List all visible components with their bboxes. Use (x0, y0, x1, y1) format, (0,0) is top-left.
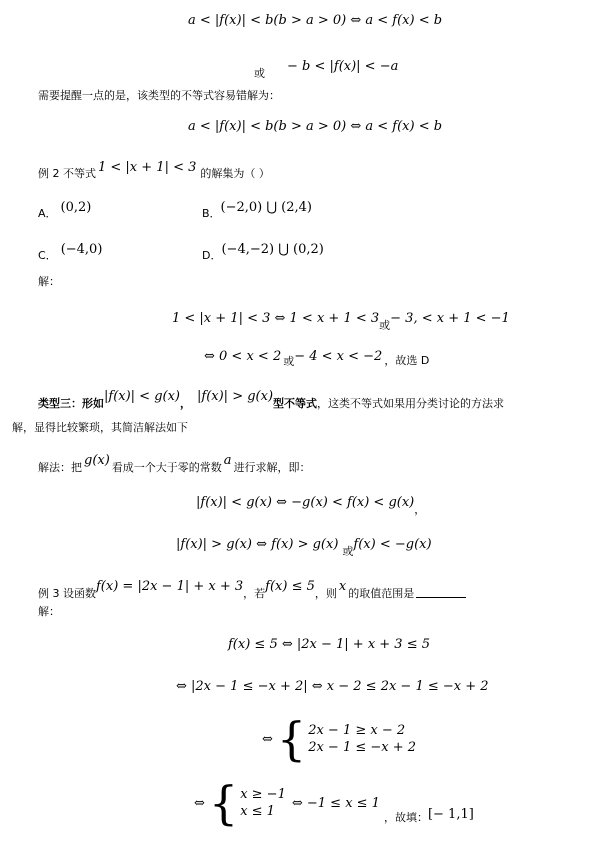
solution-3-system-2 (194, 776, 474, 830)
solution-label-3 (38, 606, 60, 617)
formula-text: a < |f(x)| < b(b > a > 0) ⇔ a < f(x) < b (188, 13, 443, 28)
formula-text: f(x) = |2x − 1| + x + 3 (96, 579, 244, 594)
solution-label-text: 解： (38, 605, 60, 618)
option-d (202, 238, 324, 261)
note-content: 需要提醒一点的是，该类型的不等式容易错解为： (38, 89, 280, 102)
paragraph-text: ，则 (314, 587, 337, 600)
option-b (202, 196, 312, 219)
example-2-question (38, 156, 270, 179)
separator: ， (414, 503, 426, 516)
example-label: 例 3 设函数 (38, 587, 96, 600)
paragraph-text: 解，显得比较繁琐，其简洁解法如下 (12, 421, 188, 434)
formula-text: 1 < |x + 1| < 3 (98, 160, 197, 175)
system-line: 2x − 1 ≤ −x + 2 (308, 740, 417, 755)
paragraph-text: 看成一个大于零的常数 (111, 461, 222, 474)
solution-label (38, 276, 60, 287)
paragraph-text: ，若 (243, 587, 266, 600)
example-3-question (38, 574, 466, 599)
or-word: 或 (283, 355, 295, 368)
formula-line-1 (188, 14, 442, 27)
note-text (38, 90, 280, 101)
brace-icon: { (208, 776, 239, 830)
system-lines (308, 724, 416, 754)
formula-text: f(x) < −g(x) (353, 537, 432, 552)
equivalence-symbol: ⇔ (262, 731, 273, 747)
option-c (38, 238, 102, 261)
formula-line-2 (254, 54, 398, 79)
option-value: (−4,−2) ⋃ (0,2) (221, 242, 324, 257)
formula-text: − 3, < x + 1 < −1 (390, 311, 510, 326)
answer-blank (416, 587, 466, 598)
solution-label-text: 解： (38, 275, 60, 288)
formula-text: a (223, 453, 232, 468)
formula-text: ⇔ |2x − 1 ≤ −x + 2| ⇔ x − 2 ≤ 2x − 1 ≤ −x + 2 (176, 679, 489, 694)
solution-3-line-1 (228, 638, 430, 651)
formula-text: − 4 < x < −2 (294, 349, 383, 364)
paragraph-text: ，这类不等式如果用分类讨论的方法求 (317, 397, 505, 410)
formula-text: − b < |f(x)| < −a (287, 59, 399, 74)
or-word: 或 (342, 545, 354, 558)
formula-line-4 (188, 120, 442, 133)
or-word: 或 (254, 67, 265, 80)
type3-heading (38, 384, 504, 409)
type3-title: 类型三：形如 (38, 397, 104, 410)
formula-text: f(x) ≤ 5 ⇔ |2x − 1| + x + 3 ≤ 5 (228, 637, 431, 652)
equivalence-symbol: ⇔ (194, 795, 205, 811)
method-formula-1 (196, 490, 425, 515)
answer-text: ，故选 D (384, 354, 430, 367)
formula-text: x (338, 579, 347, 594)
method-line (38, 448, 311, 473)
system-line: x ≥ −1 (240, 787, 286, 802)
formula-text: ⇔ −1 ≤ x ≤ 1 (291, 795, 380, 811)
formula-text: 1 < |x + 1| < 3 ⇔ 1 < x + 1 < 3 (172, 311, 380, 326)
system-line: 2x − 1 ≥ x − 2 (308, 723, 406, 738)
example-label: 例 2 不等式 (38, 167, 96, 180)
option-value: (−2,0) ⋃ (2,4) (220, 200, 313, 215)
system-line: x ≤ 1 (240, 804, 275, 819)
answer-prefix: ，故填： (383, 810, 428, 824)
solution-2-line-2 (204, 346, 429, 367)
type3-paragraph-line2 (12, 422, 188, 433)
option-label: D． (202, 249, 222, 262)
or-word: 或 (379, 319, 391, 332)
system-lines (240, 788, 286, 818)
paragraph-text: 进行求解，即： (233, 461, 311, 474)
solution-3-line-2 (176, 680, 489, 693)
solution-2-line-1 (172, 306, 510, 331)
option-label: C． (38, 249, 57, 262)
left-brace (208, 776, 286, 830)
type3-title-end: 型不等式 (273, 397, 318, 410)
formula-text: |f(x)| < g(x) (104, 389, 181, 404)
option-label: A． (38, 207, 57, 220)
method-label: 解法：把 (38, 461, 82, 474)
option-value: (0,2) (60, 200, 92, 215)
question-suffix: 的解集为（ ） (200, 167, 270, 180)
formula-text: ⇔ 0 < x < 2 (204, 349, 282, 364)
left-brace (276, 712, 417, 766)
option-value: (−4,0) (60, 242, 103, 257)
solution-3-system-1 (262, 712, 417, 766)
option-label: B． (202, 207, 221, 220)
brace-icon: { (276, 712, 307, 766)
formula-text: |f(x)| < g(x) ⇔ −g(x) < f(x) < g(x) (196, 495, 415, 510)
formula-text: |f(x)| > g(x) (197, 389, 274, 404)
option-a (38, 196, 91, 219)
formula-text: f(x) ≤ 5 (265, 579, 315, 594)
formula-text: g(x) (84, 453, 110, 468)
formula-text: |f(x)| > g(x) ⇔ f(x) > g(x) (176, 537, 339, 552)
separator: ， (180, 397, 192, 410)
answer-value: [− 1,1] (427, 806, 474, 822)
paragraph-text: 的取值范围是 (348, 587, 415, 600)
method-formula-2 (176, 532, 432, 557)
formula-text: a < |f(x)| < b(b > a > 0) ⇔ a < f(x) < b (188, 119, 443, 134)
